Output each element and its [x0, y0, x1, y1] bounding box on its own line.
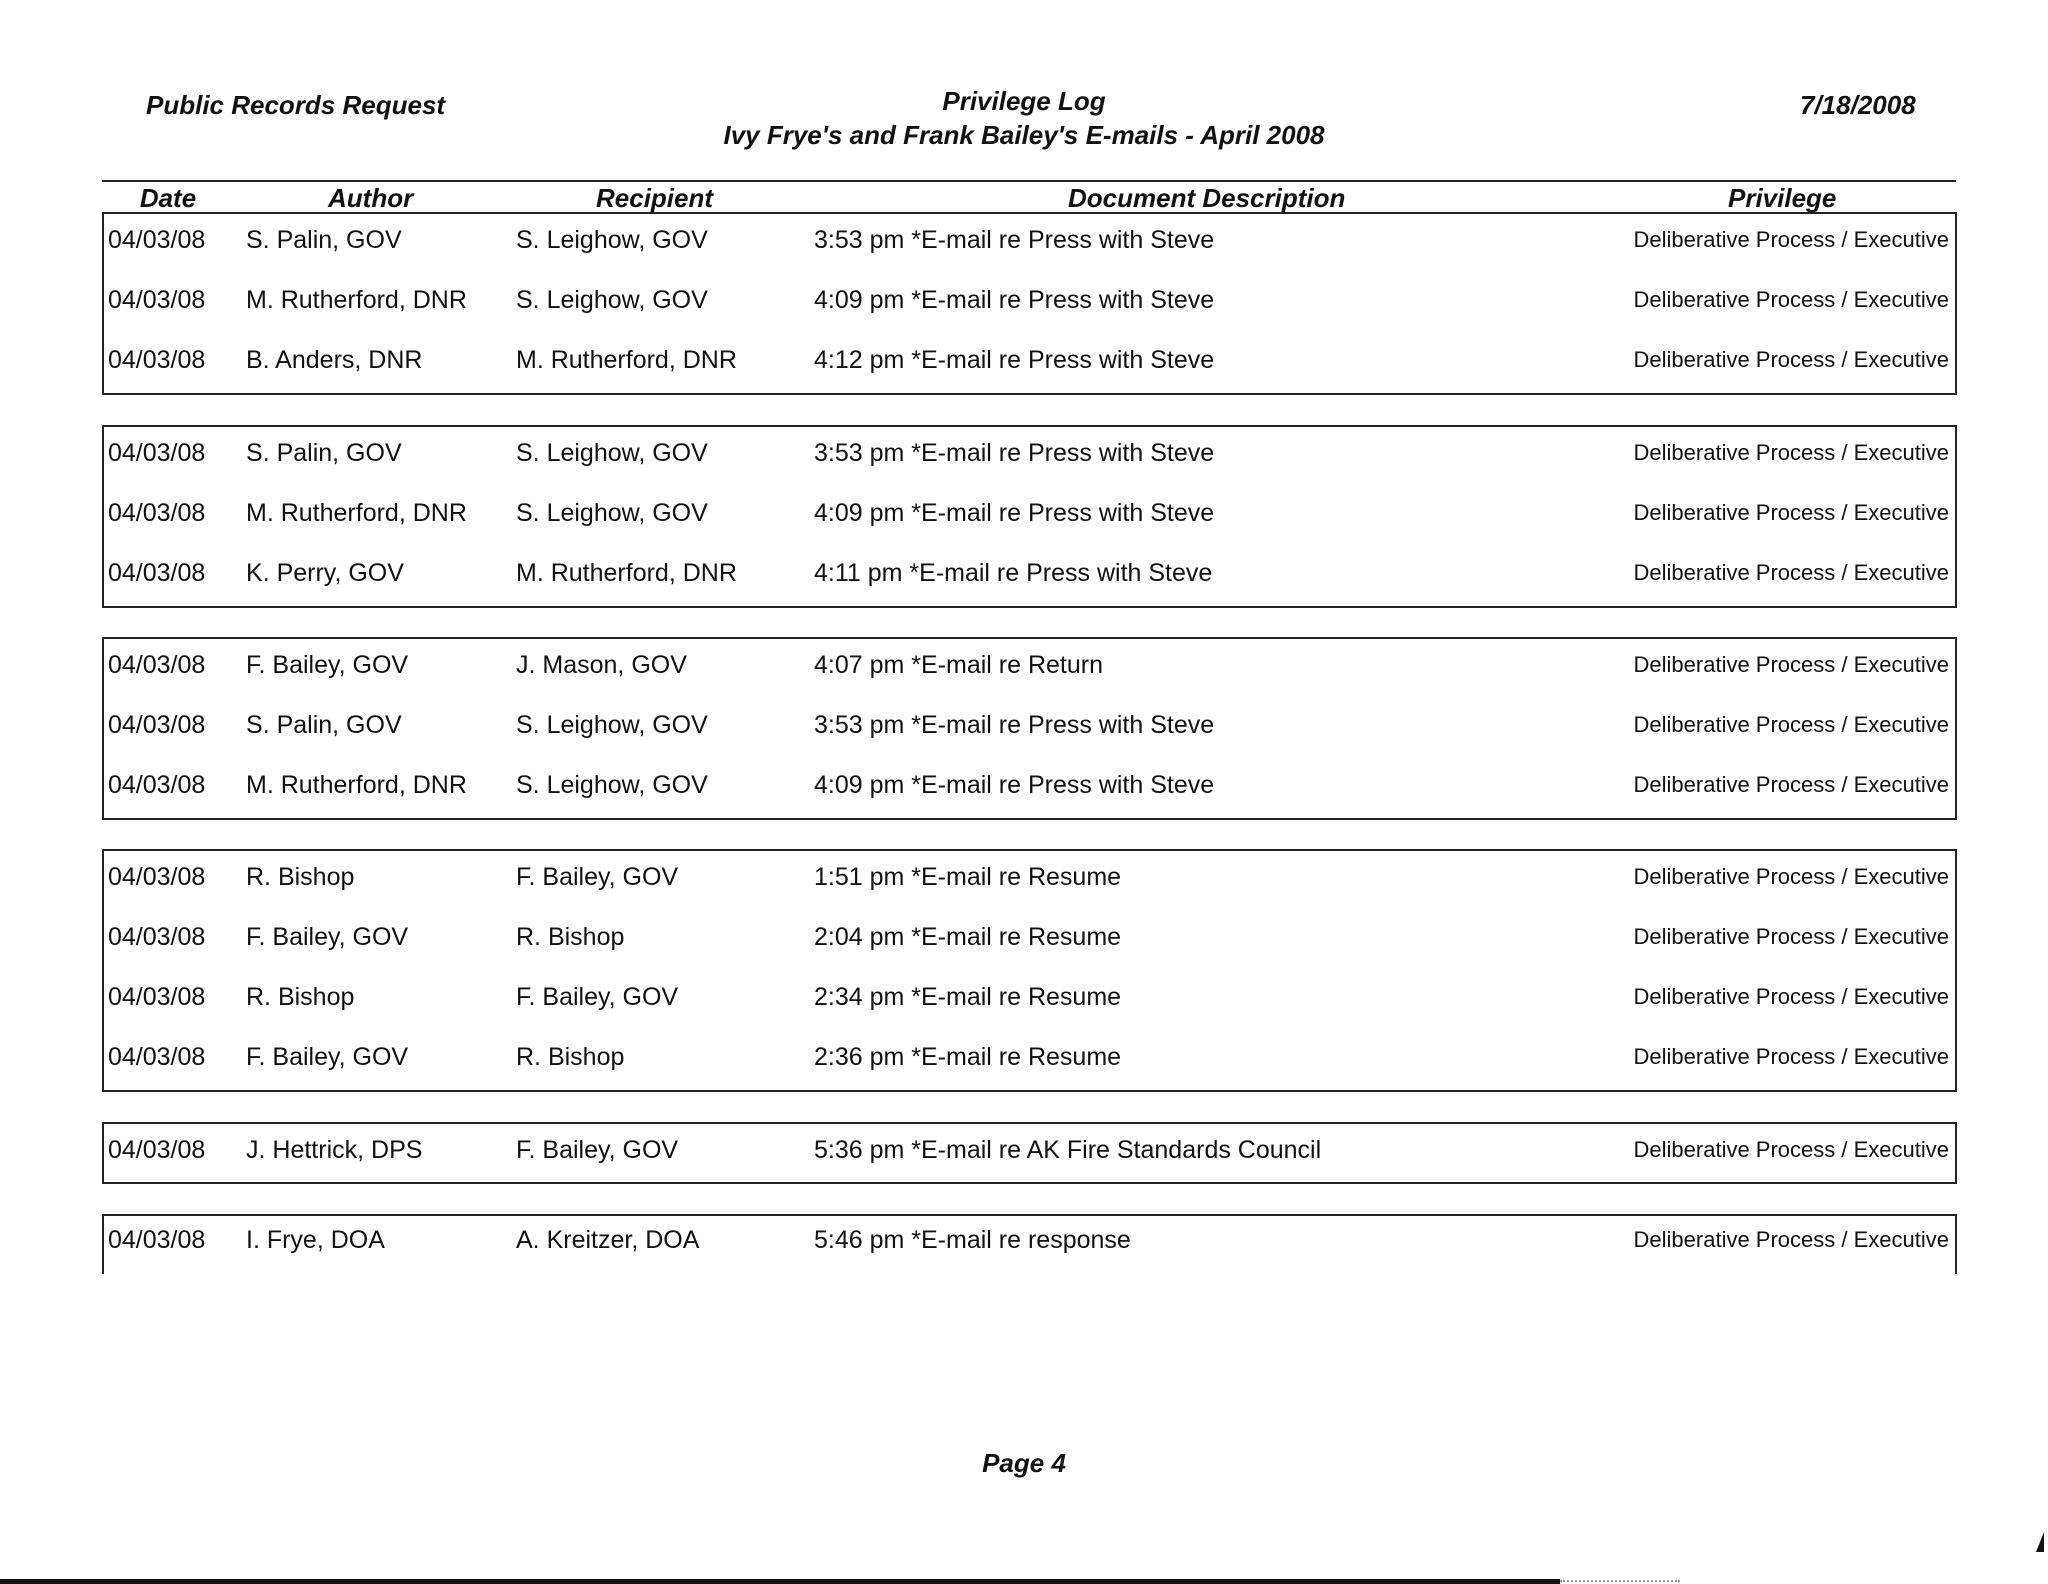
row-date: 04/03/08	[108, 499, 206, 527]
row-recipient: S. Leighow, GOV	[516, 226, 708, 254]
record-group	[102, 425, 1957, 608]
row-description: 4:07 pm *E-mail re Return	[814, 651, 1104, 679]
bottom-scan-rule	[0, 1579, 1560, 1584]
table-row	[104, 917, 1955, 957]
row-author: F. Bailey, GOV	[246, 1043, 409, 1071]
row-description: 2:04 pm *E-mail re Resume	[814, 923, 1122, 951]
row-privilege: Deliberative Process / Executive	[1633, 227, 1949, 252]
row-author: R. Bishop	[246, 863, 355, 891]
row-date: 04/03/08	[108, 711, 206, 739]
row-author: K. Perry, GOV	[246, 559, 404, 587]
record-group	[102, 849, 1957, 1092]
row-author: M. Rutherford, DNR	[246, 771, 467, 799]
row-description: 4:09 pm *E-mail re Press with Steve	[814, 771, 1215, 799]
row-privilege: Deliberative Process / Executive	[1633, 984, 1949, 1009]
row-date: 04/03/08	[108, 863, 206, 891]
row-privilege: Deliberative Process / Executive	[1633, 772, 1949, 797]
row-recipient: S. Leighow, GOV	[516, 771, 708, 799]
header-log-subtitle: Ivy Frye's and Frank Bailey's E-mails - April 2008	[723, 120, 1325, 150]
row-recipient: S. Leighow, GOV	[516, 286, 708, 314]
row-privilege: Deliberative Process / Executive	[1633, 347, 1949, 372]
column-header-privilege: Privilege	[1728, 183, 1837, 213]
header-log-title: Privilege Log	[942, 86, 1106, 116]
row-author: F. Bailey, GOV	[246, 651, 409, 679]
table-row	[104, 977, 1955, 1017]
row-privilege: Deliberative Process / Executive	[1633, 1044, 1949, 1069]
row-date: 04/03/08	[108, 286, 206, 314]
row-privilege: Deliberative Process / Executive	[1633, 864, 1949, 889]
table-row	[104, 493, 1955, 533]
row-description: 3:53 pm *E-mail re Press with Steve	[814, 439, 1215, 467]
row-date: 04/03/08	[108, 771, 206, 799]
row-author: B. Anders, DNR	[246, 346, 423, 374]
column-header-date: Date	[139, 183, 197, 213]
row-author: S. Palin, GOV	[246, 226, 402, 254]
row-recipient: A. Kreitzer, DOA	[516, 1226, 700, 1254]
row-recipient: F. Bailey, GOV	[516, 863, 679, 891]
table-row	[104, 645, 1955, 685]
table-row	[104, 705, 1955, 745]
page-number: Page 4	[982, 1448, 1066, 1478]
row-date: 04/03/08	[108, 346, 206, 374]
table-row	[104, 220, 1955, 260]
record-group	[102, 637, 1957, 820]
bottom-scan-rule-faint	[1560, 1580, 1680, 1582]
row-date: 04/03/08	[108, 1136, 206, 1164]
row-description: 4:09 pm *E-mail re Press with Steve	[814, 286, 1215, 314]
row-privilege: Deliberative Process / Executive	[1633, 1137, 1949, 1162]
column-header-description: Document Description	[1068, 183, 1346, 213]
record-group	[102, 212, 1957, 395]
row-privilege: Deliberative Process / Executive	[1633, 287, 1949, 312]
row-privilege: Deliberative Process / Executive	[1633, 652, 1949, 677]
row-author: S. Palin, GOV	[246, 439, 402, 467]
row-description: 3:53 pm *E-mail re Press with Steve	[814, 711, 1215, 739]
row-author: M. Rutherford, DNR	[246, 499, 467, 527]
header-date: 7/18/2008	[1800, 90, 1916, 120]
row-privilege: Deliberative Process / Executive	[1633, 1227, 1949, 1252]
row-author: J. Hettrick, DPS	[246, 1136, 423, 1164]
row-author: R. Bishop	[246, 983, 355, 1011]
row-author: M. Rutherford, DNR	[246, 286, 467, 314]
row-description: 1:51 pm *E-mail re Resume	[814, 863, 1122, 891]
row-recipient: F. Bailey, GOV	[516, 983, 679, 1011]
table-row	[104, 1037, 1955, 1077]
row-description: 3:53 pm *E-mail re Press with Steve	[814, 226, 1215, 254]
row-recipient: R. Bishop	[516, 1043, 625, 1071]
edge-mark	[2036, 1532, 2044, 1552]
row-date: 04/03/08	[108, 983, 206, 1011]
column-header-author: Author	[328, 183, 414, 213]
row-description: 2:34 pm *E-mail re Resume	[814, 983, 1122, 1011]
table-row	[104, 1130, 1955, 1170]
row-date: 04/03/08	[108, 559, 206, 587]
row-recipient: M. Rutherford, DNR	[516, 559, 737, 587]
row-description: 4:12 pm *E-mail re Press with Steve	[814, 346, 1215, 374]
row-date: 04/03/08	[108, 923, 206, 951]
row-privilege: Deliberative Process / Executive	[1633, 440, 1949, 465]
header-divider	[102, 180, 1956, 182]
row-date: 04/03/08	[108, 226, 206, 254]
row-recipient: F. Bailey, GOV	[516, 1136, 679, 1164]
row-description: 4:09 pm *E-mail re Press with Steve	[814, 499, 1215, 527]
table-row	[104, 433, 1955, 473]
row-description: 4:11 pm *E-mail re Press with Steve	[814, 559, 1213, 587]
row-description: 5:36 pm *E-mail re AK Fire Standards Council	[814, 1136, 1322, 1164]
table-row	[104, 857, 1955, 897]
row-privilege: Deliberative Process / Executive	[1633, 924, 1949, 949]
row-recipient: J. Mason, GOV	[516, 651, 687, 679]
row-author: I. Frye, DOA	[246, 1226, 385, 1254]
header-left-title: Public Records Request	[146, 90, 446, 120]
row-date: 04/03/08	[108, 1226, 206, 1254]
row-date: 04/03/08	[108, 651, 206, 679]
row-privilege: Deliberative Process / Executive	[1633, 712, 1949, 737]
column-header-recipient: Recipient	[596, 183, 714, 213]
table-row	[104, 280, 1955, 320]
row-date: 04/03/08	[108, 439, 206, 467]
row-description: 5:46 pm *E-mail re response	[814, 1226, 1131, 1254]
row-recipient: R. Bishop	[516, 923, 625, 951]
record-group	[102, 1122, 1957, 1184]
row-privilege: Deliberative Process / Executive	[1633, 500, 1949, 525]
table-row	[104, 553, 1955, 593]
row-author: S. Palin, GOV	[246, 711, 402, 739]
row-author: F. Bailey, GOV	[246, 923, 409, 951]
row-recipient: S. Leighow, GOV	[516, 439, 708, 467]
row-recipient: S. Leighow, GOV	[516, 711, 708, 739]
row-privilege: Deliberative Process / Executive	[1633, 560, 1949, 585]
row-description: 2:36 pm *E-mail re Resume	[814, 1043, 1122, 1071]
row-recipient: S. Leighow, GOV	[516, 499, 708, 527]
row-recipient: M. Rutherford, DNR	[516, 346, 737, 374]
record-group	[102, 1214, 1957, 1274]
table-row	[104, 340, 1955, 380]
row-date: 04/03/08	[108, 1043, 206, 1071]
table-row	[104, 1220, 1955, 1260]
table-row	[104, 765, 1955, 805]
